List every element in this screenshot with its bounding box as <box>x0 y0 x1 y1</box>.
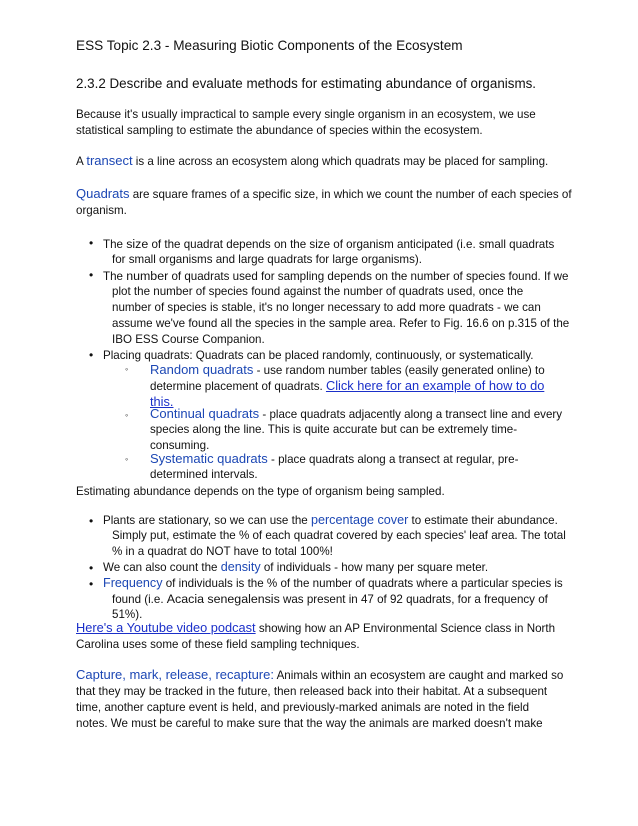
number-line-4: assume we've found all the species in the sample area. Refer to Fig. 16.6 on p.315 of the <box>112 317 570 330</box>
number-rest: of quadrats used for sampling depends on the number of species found. If we <box>168 270 569 283</box>
random-term: Random quadrats <box>150 362 254 377</box>
bullet-icon: • <box>89 577 94 591</box>
continual-line-2: species along the line. This is quite accurate but can be extremely time- <box>150 423 518 436</box>
bullet-icon: • <box>89 561 94 575</box>
size-pre: The <box>103 238 127 251</box>
youtube-video-link[interactable]: Here's a Youtube video podcast <box>76 620 256 635</box>
frequency-line-1 <box>103 575 563 592</box>
systematic-line-1 <box>150 451 518 468</box>
capture-line-4: notes. We must be careful to make sure that the way the animals are marked doesn't make <box>76 717 543 730</box>
random-line-2 <box>150 378 544 395</box>
capture-term: Capture, mark, release, recapture: <box>76 667 274 682</box>
plants-rest: to estimate their abundance. <box>408 514 558 527</box>
systematic-term: Systematic quadrats <box>150 451 268 466</box>
frequency-term: Frequency <box>103 576 163 590</box>
random-example-link-cont[interactable]: this. <box>150 394 174 409</box>
bullet-icon: • <box>89 348 94 362</box>
density-pre: We can also count the <box>103 561 221 574</box>
plants-line-1 <box>103 512 558 529</box>
youtube-line-1 <box>76 620 555 637</box>
intro-line-1: Because it's usually impractical to sample every single organism in an ecosystem, we use <box>76 108 536 121</box>
density-rest: of individuals - how many per square meter. <box>260 561 489 574</box>
size-rest: of the quadrat depends on the size of organism anticipated (i.e. small quadrats <box>148 238 555 251</box>
frequency-rest: of individuals is the % of the number of quadrats where a particular species is <box>162 577 563 590</box>
size-line-1 <box>103 236 554 253</box>
continual-line-1 <box>150 406 562 423</box>
size-term: size <box>126 237 149 251</box>
number-line-2: plot the number of species found against the number of quadrats used, once the <box>112 285 524 298</box>
random-line-1 <box>150 362 545 379</box>
plants-line-3: % in a quadrat do NOT have to total 100%! <box>112 545 333 558</box>
number-pre: The <box>103 270 127 283</box>
transect-paragraph <box>76 153 548 170</box>
transect-term: transect <box>86 153 133 168</box>
capture-line-1 <box>76 667 563 684</box>
transect-rest: is a line across an ecosystem along which quadrats may be placed for sampling. <box>132 155 549 168</box>
frequency-line-2-pre: found (i.e. <box>112 593 167 606</box>
random-line-2-pre: determine placement of quadrats. <box>150 380 326 393</box>
frequency-line-2-rest: was present in 47 of 92 quadrats, for a frequency of <box>279 593 548 606</box>
quadrats-term: Quadrats <box>76 186 130 201</box>
density-line <box>103 559 488 576</box>
transect-prefix: A <box>76 155 87 168</box>
random-example-link[interactable]: Click here for an example of how to do <box>325 378 545 393</box>
quadrats-line-1 <box>76 186 572 203</box>
capture-rest: Animals within an ecosystem are caught and marked so <box>273 669 564 682</box>
density-term: density <box>220 560 261 574</box>
number-line-1 <box>103 268 568 285</box>
youtube-rest: showing how an AP Environmental Science class in North <box>255 622 556 635</box>
continual-rest: - place quadrats adjacently along a transect line and every <box>259 408 563 421</box>
page-title: ESS Topic 2.3 - Measuring Biotic Components of the Ecosystem <box>76 38 463 53</box>
systematic-line-2: determined intervals. <box>150 468 258 481</box>
bullet-icon: • <box>89 236 94 250</box>
plants-line-2: Simply put, estimate the % of each quadrat covered by each species' leaf area. The total <box>112 529 566 542</box>
number-term: number <box>126 269 169 283</box>
frequency-line-3: 51%). <box>112 608 143 621</box>
plants-pre: Plants are stationary, so we can use the <box>103 514 311 527</box>
capture-line-2: that they may be tracked in the future, then released back into their habitat. At a subsequent <box>76 685 548 698</box>
placing-line-1: Placing quadrats: Quadrats can be placed randomly, continuously, or systematically. <box>103 349 534 362</box>
species-name: Acacia senegalensis <box>166 592 280 606</box>
objective-heading: 2.3.2 Describe and evaluate methods for estimating abundance of organisms. <box>76 76 537 91</box>
bullet-icon: • <box>89 268 94 282</box>
bullet-icon: • <box>89 514 94 528</box>
sub-bullet-icon: ◦ <box>125 410 129 420</box>
quadrats-line-2: organism. <box>76 204 127 217</box>
systematic-rest: - place quadrats along a transect at regular, pre- <box>267 453 519 466</box>
quadrats-rest: are square frames of a specific size, in which we count the number of each species of <box>129 188 572 201</box>
number-line-3: number of species is stable, it's no longer necessary to add more quadrats - we can <box>112 301 541 314</box>
number-line-5: IBO ESS Course Companion. <box>112 333 265 346</box>
sub-bullet-icon: ◦ <box>125 454 129 464</box>
frequency-line-2 <box>112 591 548 608</box>
capture-line-3: time, another capture event is held, and previously-marked animals are noted in the field <box>76 701 530 714</box>
sub-bullet-icon: ◦ <box>125 364 129 374</box>
continual-line-3: consuming. <box>150 439 210 452</box>
percentage-cover-term: percentage cover <box>310 513 409 527</box>
estimating-paragraph: Estimating abundance depends on the type of organism being sampled. <box>76 485 445 498</box>
size-line-2: for small organisms and large quadrats for large organisms). <box>112 253 422 266</box>
youtube-line-2: Carolina uses some of these field sampling techniques. <box>76 638 360 651</box>
intro-line-2: statistical sampling to estimate the abundance of species within the ecosystem. <box>76 124 483 137</box>
random-rest: - use random number tables (easily generated online) to <box>253 364 545 377</box>
continual-term: Continual quadrats <box>150 406 260 421</box>
